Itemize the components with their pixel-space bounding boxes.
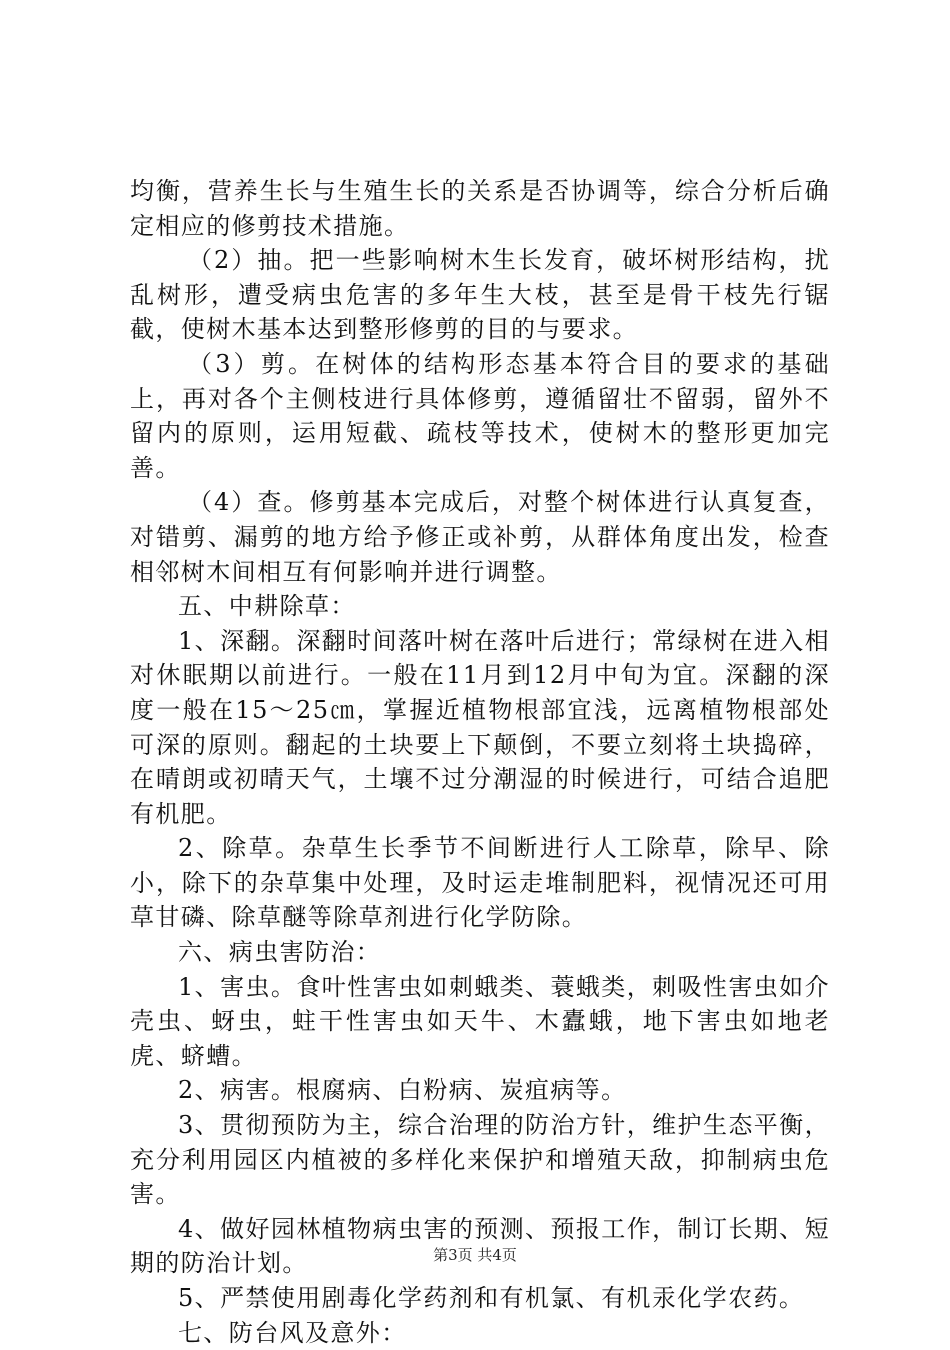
paragraph-pruning-step-2: （2）抽。把一些影响树木生长发育，破坏树形结构，扰乱树形，遭受病虫危害的多年生大枝，甚至是骨干枝先行锯截，使树木基本达到整形修剪的目的与要求。 <box>130 246 830 344</box>
paragraph-prevention-policy: 3、贯彻预防为主，综合治理的防治方针，维护生态平衡，充分利用园区内植被的多样化来保护和增殖天敌，抑制病虫危害。 <box>130 1111 830 1209</box>
paragraph-pruning-step-3: （3）剪。在树体的结构形态基本符合目的要求的基础上，再对各个主侧枝进行具体修剪，遵循留壮不留弱，留外不留内的原则，运用短截、疏枝等技术，使树木的整形更加完善。 <box>130 349 830 482</box>
paragraph-pests: 1、害虫。食叶性害虫如刺蛾类、蓑蛾类，刺吸性害虫如介壳虫、蚜虫，蛀干性害虫如天牛、木蠹蛾，地下害虫如地老虎、蛴螬。 <box>130 972 830 1070</box>
paragraph-diseases: 2、病害。根腐病、白粉病、炭疽病等。 <box>178 1076 627 1105</box>
paragraph-continuation: 均衡，营养生长与生殖生长的关系是否协调等，综合分析后确定相应的修剪技术措施。 <box>130 177 830 240</box>
paragraph-pesticide-ban: 5、严禁使用剧毒化学药剂和有机氯、有机汞化学农药。 <box>178 1284 805 1312</box>
section-heading-pest-control: 六、病虫害防治： <box>178 938 382 967</box>
document-body <box>130 174 830 1350</box>
paragraph-weeding: 2、除草。杂草生长季节不间断进行人工除草，除早、除小，除下的杂草集中处理，及时运走堆制肥料，视情况还可用草甘磷、除草醚等除草剂进行化学防除。 <box>130 834 830 932</box>
paragraph-deep-tillage: 1、深翻。深翻时间落叶树在落叶后进行；常绿树在进入相对休眠期以前进行。一般在11月到12月中旬为宜。深翻的深度一般在15～25㎝，掌握近植物根部宜浅，远离植物根部处可深的原则。翻起的土块要上下颠倒，不要立刻将土块捣碎，在晴朗或初晴天气，土壤不过分潮湿的时候进行，可结合追肥有机肥。 <box>130 626 830 828</box>
section-heading-weeding: 五、中耕除草： <box>178 592 356 621</box>
paragraph-forecasting: 4、做好园林植物病虫害的预测、预报工作，制订长期、短期的防治计划。 <box>130 1214 830 1278</box>
page-footer: 第3页 共4页 <box>433 1246 517 1264</box>
paragraph-pruning-step-4: （4）查。修剪基本完成后，对整个树体进行认真复查，对错剪、漏剪的地方给予修正或补剪，从群体角度出发，检查相邻树木间相互有何影响并进行调整。 <box>130 488 830 586</box>
section-heading-typhoon: 七、防台风及意外： <box>178 1318 407 1347</box>
